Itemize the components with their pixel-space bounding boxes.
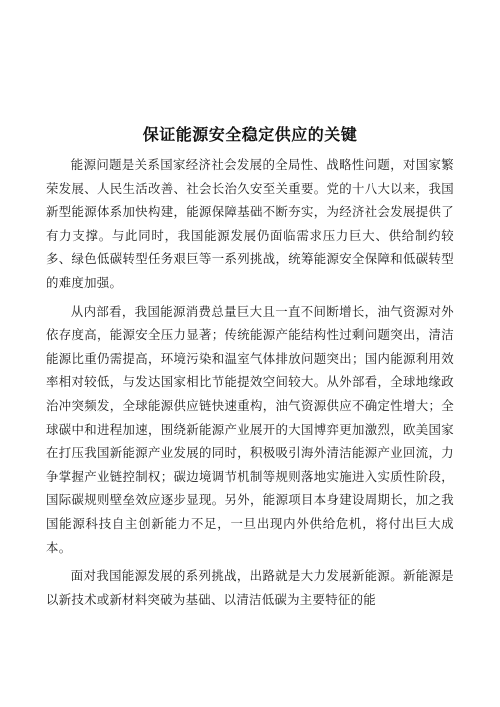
paragraph-1: 能源问题是关系国家经济社会发展的全局性、战略性问题，对国家繁荣发展、人民生活改善、社会长治久安至关重要。党的十八大以来，我国新型能源体系加快构建，能源保障基础不断夯实，为经济社会发展提供了有力支撑。与此同时，我国能源发展仍面临需求压力巨大、供给制约较多、绿色低碳转型任务艰巨等一系列挑战，统筹能源安全保障和低碳转型的难度加强。 bbox=[46, 157, 454, 290]
paragraph-3: 面对我国能源发展的系列挑战，出路就是大力发展新能源。新能源是以新技术或新材料突破为基础、以清洁低碳为主要特征的能 bbox=[46, 568, 454, 607]
document-title: 保证能源安全稳定供应的关键 bbox=[142, 125, 358, 144]
paragraph-2: 从内部看，我国能源消费总量巨大且一直不间断增长，油气资源对外依存度高，能源安全压力显著；传统能源产能结构性过剩问题突出，清洁能源比重仍需提高，环境污染和温室气体排放问题突出；国内能源利用效率相对较低，与发达国家相比节能提效空间较大。从外部看，全球地缘政治冲突频发，全球能源供应链快速重构，油气资源供应不确定性增大；全球碳中和进程加速，围绕新能源产业展开的大国博弈更加激烈，欧美国家在打压我国新能源产业发展的同时，积极吸引海外清洁能源产业回流，力争掌握产业链控制权；碳边境调节机制等规则落地实施进入实质性阶段，国际碳规则壁垒效应逐步显现。另外，能源项目本身建设周期长，加之我国能源科技自主创新能力不足，一旦出现内外供给危机，将付出巨大成本。 bbox=[46, 303, 454, 555]
